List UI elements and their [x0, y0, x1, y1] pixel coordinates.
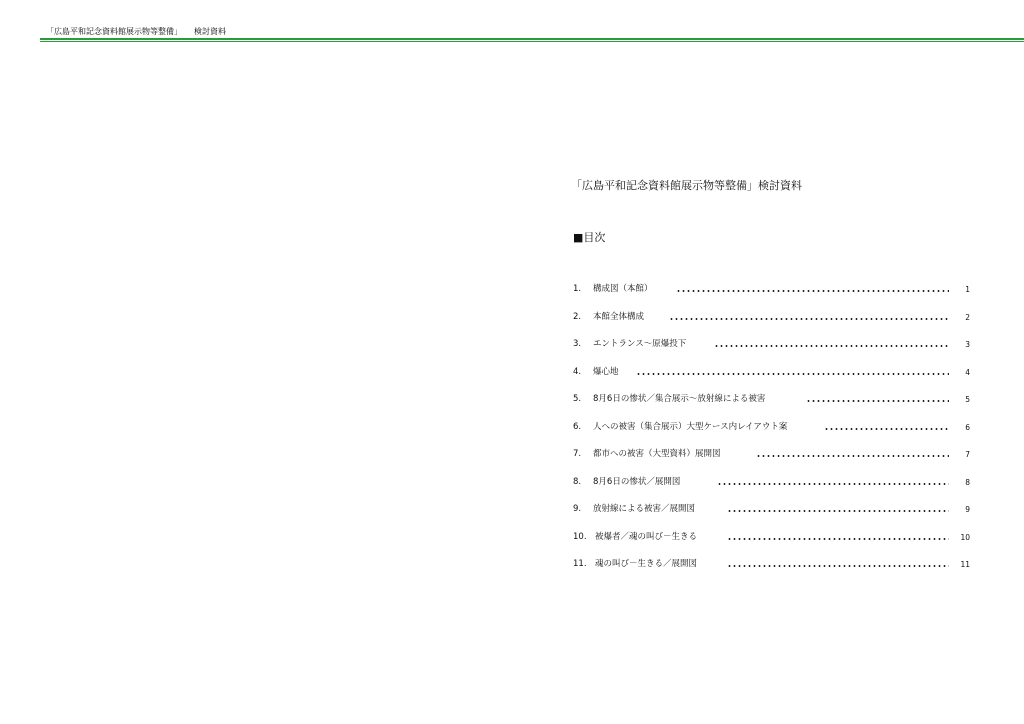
toc-item-page: 1: [965, 285, 970, 294]
header-title: 「広島平和記念資料館展示物等整備」: [46, 27, 182, 36]
header-subtitle: 検討資料: [194, 27, 226, 36]
toc-dot-leader: [727, 538, 949, 540]
toc-item-label: 本館全体構成: [593, 311, 645, 322]
toc-item[interactable]: [573, 421, 973, 449]
toc-item-page: 10: [960, 532, 970, 542]
toc-item-label: 8月6日の惨状／集合展示～放射線による被害: [593, 394, 766, 404]
toc-dot-leader: [727, 510, 949, 512]
toc-dot-leader: [727, 565, 949, 567]
toc-item-number: 2.: [573, 311, 582, 322]
toc-item[interactable]: [573, 531, 973, 559]
toc-item-label: 人への被害（集合展示）大型ケース内レイアウト案: [593, 421, 788, 432]
toc-item[interactable]: [573, 393, 973, 421]
toc-dot-leader: [669, 318, 949, 320]
toc-dot-leader: [717, 483, 949, 485]
toc-item-label: 爆心地: [593, 366, 619, 377]
toc-item[interactable]: [573, 338, 973, 366]
toc-dot-leader: [676, 290, 949, 292]
toc-item-number: 5.: [573, 394, 582, 404]
toc-item-page: 3: [965, 340, 970, 349]
toc-item-number: 1.: [573, 284, 582, 294]
toc-item-label: 8月6日の惨状／展開図: [593, 476, 681, 487]
toc-item-label: 構成図（本館）: [593, 284, 653, 294]
toc-item-label: 被爆者／魂の叫び－生きる: [595, 531, 698, 542]
toc-item-number: 3.: [573, 339, 582, 349]
toc-item-number: 8.: [573, 476, 582, 487]
toc-item-page: 9: [965, 505, 970, 514]
table-of-contents: [573, 283, 973, 586]
toc-dot-leader: [714, 345, 949, 347]
toc-dot-leader: [636, 373, 949, 375]
toc-item-number: 9.: [573, 504, 582, 514]
toc-item[interactable]: [573, 476, 973, 504]
toc-item-page: 6: [965, 422, 970, 432]
toc-item[interactable]: [573, 558, 973, 586]
toc-item-page: 2: [965, 312, 970, 322]
page-header: [0, 0, 1024, 44]
toc-item-page: 8: [965, 477, 970, 487]
toc-item-label: 魂の叫び－生きる／展開図: [595, 559, 698, 569]
header-text: [46, 27, 226, 37]
header-rule-bottom: [40, 41, 1024, 42]
toc-item-number: 4.: [573, 366, 582, 377]
toc-item-page: 7: [965, 450, 970, 459]
toc-item[interactable]: [573, 503, 973, 531]
toc-item-number: 10.: [573, 531, 587, 542]
toc-item-label: エントランス～原爆投下: [593, 339, 687, 349]
toc-dot-leader: [806, 400, 949, 402]
toc-item[interactable]: [573, 311, 973, 339]
header-rule-top: [40, 38, 1024, 40]
toc-item-number: 11.: [573, 559, 587, 569]
toc-dot-leader: [756, 455, 949, 457]
toc-item-number: 6.: [573, 421, 582, 432]
toc-item[interactable]: [573, 283, 973, 311]
toc-item-label: 放射線による被害／展開図: [593, 504, 696, 514]
toc-item-page: 4: [965, 367, 970, 377]
toc-item-number: 7.: [573, 449, 582, 459]
toc-item-page: 5: [965, 395, 970, 404]
toc-item[interactable]: [573, 366, 973, 394]
toc-heading: ■目次: [573, 231, 606, 244]
toc-item[interactable]: [573, 448, 973, 476]
toc-item-page: 11: [960, 560, 970, 569]
toc-dot-leader: [824, 428, 949, 430]
document-title: 「広島平和記念資料館展示物等整備」検討資料: [571, 179, 802, 192]
toc-item-label: 都市への被害（大型資料）展開図: [593, 449, 721, 459]
